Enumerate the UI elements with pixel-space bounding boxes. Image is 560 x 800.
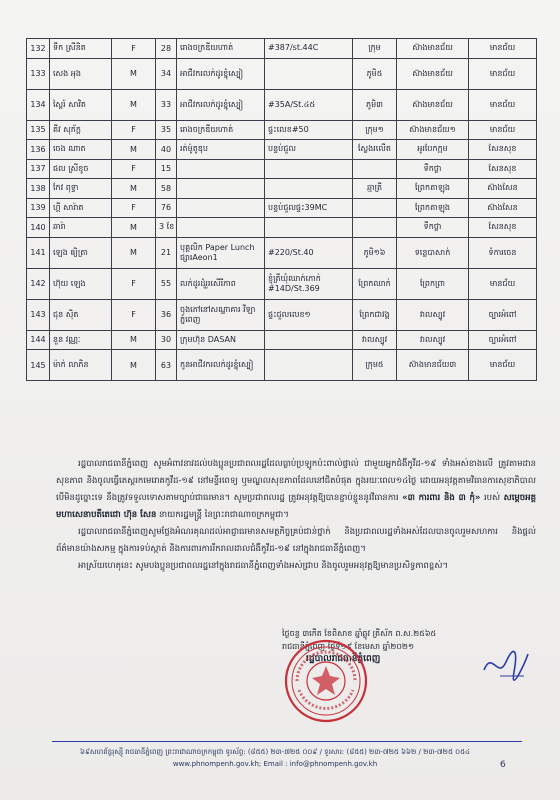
cell-occupation: កូនអាជីវករលក់ដូរខ្នុំស្បៀ	[177, 350, 265, 381]
cell-person-name: ស្ដៃរ៍ សាវិត	[50, 89, 112, 120]
table-row	[27, 218, 537, 238]
cell-commune: មានជ័យ	[469, 268, 537, 299]
cell-sex: F	[112, 39, 156, 59]
cell-commune: សែនសុខ	[469, 140, 537, 160]
cell-occupation	[177, 218, 265, 238]
cell-occupation: អាជីវករលក់ដូរខ្នុំស្បៀ	[177, 58, 265, 89]
cell-occupation	[177, 159, 265, 179]
cell-address: #220/St.40	[265, 237, 353, 268]
cell-group: ឆ្មាត្រី	[353, 179, 397, 199]
cell-occupation: បុគ្គលិក Paper Lunch ផ្សារAeon1	[177, 237, 265, 268]
cell-occupation: អាជីវករលក់ដូរខ្នុំស្បៀ	[177, 89, 265, 120]
cell-address	[265, 350, 353, 381]
cell-commune: មានជ័យ	[469, 39, 537, 59]
footer-contact: www.phnompenh.gov.kh; Email : info@phnompenh.gov.kh	[172, 760, 378, 768]
footer	[40, 746, 510, 770]
cell-occupation: លក់ដូរដុំរួរសើរីភាព	[177, 268, 265, 299]
cell-age: 15	[156, 159, 177, 179]
cell-age: 34	[156, 58, 177, 89]
cell-occupation	[177, 179, 265, 199]
cell-village: ព្រែកតាឡុង	[397, 179, 469, 199]
cell-address: បន្ទប់ជួលផ្ទះ39MC	[265, 198, 353, 218]
cell-sex: M	[112, 350, 156, 381]
cell-commune: ច្បារអំពៅ	[469, 330, 537, 350]
paragraph-1-text: រដ្ឋបាលរាជធានីភ្នំពេញ សូមអំពាវនាវដល់បងប្អូនប្រជាពលរដ្ឋដែលធ្លាប់ប្រឡូកប៉ះពាល់ផ្ទាល់ ជាមួយអ្នកជំងឺកូវីដ-១៩ ទាំងអស់ខាងលើ ត្រូវតាមដានសុខភាព និងចូលធ្វើតេស្ដរកមេរោគកូវីដ-១៩ នៅមន្ទីរពេទ្យ ឬមណ្ឌលសុខភាពដែលនៅជិតបំផុត ក្នុងរយៈពេល១៤ថ្ងៃ ដោយអនុវត្តតាមវិធានការសុខាភិបាល បើមិនដូច្នោះទេ នឹងត្រូវទទួលទោសតាមច្បាប់ជាធរមាន។ សូមប្រជាពលរដ្ឋ ត្រូវអនុវត្តឱ្យបានខ្ជាប់ខ្ជួននូវវិធានការ	[56, 459, 536, 503]
paragraph-1-end: នាយករដ្ឋមន្ត្រី នៃព្រះរាជាណាចក្រកម្ពុជា។	[159, 510, 289, 520]
cell-address: ផ្ទះលេខ#50	[265, 120, 353, 140]
cell-sex: F	[112, 159, 156, 179]
cell-row-number: 136	[27, 140, 50, 160]
paragraph-1-of: របស់	[483, 493, 501, 503]
cell-commune: មានជ័យ	[469, 89, 537, 120]
cell-sex: M	[112, 330, 156, 350]
cell-commune: សែនសុខ	[469, 159, 537, 179]
cell-commune: សែនសុខ	[469, 218, 537, 238]
cell-person-name: ឡេង ឲ្យិត្រា	[50, 237, 112, 268]
cell-village: វាលស្បូវ	[397, 299, 469, 330]
cell-occupation: រត់ម៉ូតូឌុប	[177, 140, 265, 160]
cell-age: 21	[156, 237, 177, 268]
cell-commune: ស៊ាងសែន	[469, 198, 537, 218]
cell-row-number: 132	[27, 39, 50, 59]
cell-address: #387/st.44C	[265, 39, 353, 59]
cell-sex: M	[112, 89, 156, 120]
cell-commune: ទំការចេន	[469, 237, 537, 268]
cell-group: ភូមិ១៦	[353, 237, 397, 268]
cell-person-name: ឆារ៉ា	[50, 218, 112, 238]
cell-address	[265, 58, 353, 89]
page-number: 6	[500, 760, 506, 770]
cell-row-number: 133	[27, 58, 50, 89]
cell-sex: M	[112, 179, 156, 199]
table-row	[27, 237, 537, 268]
cell-age: 55	[156, 268, 177, 299]
cell-row-number: 141	[27, 237, 50, 268]
cell-age: 36	[156, 299, 177, 330]
footer-rule	[52, 741, 522, 742]
cell-row-number: 134	[27, 89, 50, 120]
cell-address: ខ្ញុំត្រីឃុំឈាក់ភោក់ #14D/St.369	[265, 268, 353, 299]
cell-occupation: រោងចក្រឌីយហាត់	[177, 120, 265, 140]
cell-group	[353, 159, 397, 179]
paragraph-2: រដ្ឋបាលរាជធានីភ្នំពេញសូមថ្លែងអំណរគុណដល់អាជ្ញាធរមានសមត្ថកិច្ចគ្រប់ជាន់ថ្នាក់ និងប្រជាពលរដ្ឋទាំងអស់ដែលបានចូលរួមសហការ និងផ្ដល់ព័ត៌មានយ៉ាងសកម្ម ក្នុងការទប់ស្កាត់ និងការពារការរីករាលដាលជំងឺកូវីដ-១៩ នៅក្នុងរាជធានីភ្នំពេញ។	[56, 527, 536, 554]
cell-sex: F	[112, 120, 156, 140]
cell-commune: ស៊ាងសែន	[469, 179, 537, 199]
cell-person-name: ម៉ាក់ លាភិន	[50, 350, 112, 381]
cell-row-number: 138	[27, 179, 50, 199]
cell-address	[265, 218, 353, 238]
cell-age: 33	[156, 89, 177, 120]
cell-row-number: 144	[27, 330, 50, 350]
cell-village: ព្រែកតាឡុង	[397, 198, 469, 218]
cell-group: ភូមិ៣	[353, 89, 397, 120]
handwritten-signature-icon	[480, 640, 530, 690]
cell-group: ក្រុម៥	[353, 350, 397, 381]
cases-table-body	[27, 39, 537, 381]
cell-row-number: 142	[27, 268, 50, 299]
table-row	[27, 330, 537, 350]
cell-address: បន្ទប់ជួល	[265, 140, 353, 160]
cell-group	[353, 218, 397, 238]
cell-group: ព្រែកជាវង្គ	[353, 299, 397, 330]
cell-sex: M	[112, 237, 156, 268]
table-row	[27, 120, 537, 140]
table-row	[27, 39, 537, 59]
table-row	[27, 299, 537, 330]
cell-sex: F	[112, 299, 156, 330]
prime-minister-name: សម្ដេចអគ្គមហាសេនាបតីតេជោ ហ៊ុន សែន	[56, 493, 536, 520]
table-row	[27, 268, 537, 299]
cell-village: ទឹកថ្លា	[397, 218, 469, 238]
solar-date: រាជធានីភ្នំពេញ ថ្ងៃទី១៩ ខែមេសា ឆ្នាំ២០២១	[282, 642, 415, 651]
cell-sex: F	[112, 268, 156, 299]
cell-village: ទន្លេបាសាក់	[397, 237, 469, 268]
cell-age: 30	[156, 330, 177, 350]
table-row	[27, 179, 537, 199]
cell-age: 63	[156, 350, 177, 381]
table-row	[27, 58, 537, 89]
cell-sex: M	[112, 140, 156, 160]
cell-age: 58	[156, 179, 177, 199]
cell-person-name: នួន វណ្ណៈ	[50, 330, 112, 350]
cell-group: ភូមិ៥	[353, 58, 397, 89]
measures-bold: «៣ ការពារ និង ៣ កុំ»	[402, 493, 481, 503]
cell-sex: M	[112, 218, 156, 238]
cell-age: 28	[156, 39, 177, 59]
cases-table	[26, 38, 537, 381]
table-row	[27, 198, 537, 218]
cell-occupation: រោងចក្រឌីយហាត់	[177, 39, 265, 59]
cell-row-number: 137	[27, 159, 50, 179]
cell-person-name: ជុន ស៊ិត	[50, 299, 112, 330]
official-seal-icon	[283, 638, 369, 724]
cell-village: ស៊ាងមានជ័យ	[397, 58, 469, 89]
cell-occupation: ក្រុមហ៊ុន DASAN	[177, 330, 265, 350]
cell-village: ស៊ាងមានជ័យ១	[397, 120, 469, 140]
cell-person-name: ចេង ណាត	[50, 140, 112, 160]
cell-person-name: ផល ស្រីខូច	[50, 159, 112, 179]
announcement-body	[56, 456, 536, 575]
cell-address	[265, 330, 353, 350]
cell-row-number: 143	[27, 299, 50, 330]
cell-age: 40	[156, 140, 177, 160]
cell-group: ស្លែងរលើត	[353, 140, 397, 160]
cell-group	[353, 198, 397, 218]
cell-age: 35	[156, 120, 177, 140]
footer-address: ៦៩សហព័ន្ធរុស្ស៊ី រាជធានីភ្នំពេញ ព្រះរាជាណាចក្រកម្ពុជា ទូរស័ព្ទ: (៨៥៥) ២៣-៧២៥ ០០៩ / ទូរសារ: (៨៥៥) ២៣-៧២៥ ៦៦២ / ២៣-៧២៥ ០៥៤	[79, 748, 470, 756]
cell-commune: មានជ័យ	[469, 120, 537, 140]
cell-sex: F	[112, 198, 156, 218]
cell-village: ស៊ាងមានជ័យ៣	[397, 350, 469, 381]
cell-address	[265, 179, 353, 199]
cell-sex: M	[112, 58, 156, 89]
lunar-date: ថ្ងៃចន្ទ ៣កើត ខែពិសាខ ឆ្នាំឆ្លូវ ត្រីស័ក ព.ស.២៥៦៥	[282, 629, 437, 638]
cell-village: ស៊ាងមានជ័យ	[397, 89, 469, 120]
cell-address	[265, 159, 353, 179]
paragraph-1	[56, 456, 536, 524]
cell-person-name: ហ្គី សារ៉ាត	[50, 198, 112, 218]
cell-person-name: សេង អុង	[50, 58, 112, 89]
cell-row-number: 140	[27, 218, 50, 238]
cell-group: ក្រុម១	[353, 120, 397, 140]
table-row	[27, 89, 537, 120]
cell-row-number: 145	[27, 350, 50, 381]
cell-group: ព្រែកឈាក់	[353, 268, 397, 299]
cell-occupation: ចុងភៅនៅសណ្ឋាគារ វីឡាភ្នំពេញ	[177, 299, 265, 330]
cell-village: ទឹកថ្លា	[397, 159, 469, 179]
cell-group: ក្រុម	[353, 39, 397, 59]
cell-person-name: ទឹក ស្រីនិត	[50, 39, 112, 59]
cell-commune: មានជ័យ	[469, 58, 537, 89]
cell-address: #35A/St.៤៥	[265, 89, 353, 120]
cell-person-name: គីវ សុភ័ក្ត	[50, 120, 112, 140]
cell-village: ស៊ាងមានជ័យ	[397, 39, 469, 59]
cell-person-name: ហ៊ុយ ឡេង	[50, 268, 112, 299]
signatory-title: រដ្ឋបាលរាជធានីភ្នំពេញ	[306, 654, 381, 664]
cell-group: វាលស្បូវ	[353, 330, 397, 350]
cell-village: ព្រែកព្រា	[397, 268, 469, 299]
cell-commune: ច្បារអំពៅ	[469, 299, 537, 330]
table-row	[27, 159, 537, 179]
table-row	[27, 140, 537, 160]
cell-occupation	[177, 198, 265, 218]
cell-row-number: 139	[27, 198, 50, 218]
cell-person-name: កែវ ពុទ្ធា	[50, 179, 112, 199]
table-row	[27, 350, 537, 381]
cell-row-number: 135	[27, 120, 50, 140]
cell-age: 76	[156, 198, 177, 218]
cell-village: វាលស្បូវ	[397, 330, 469, 350]
paragraph-3: អាស្រ័យហេតុនេះ សូមបងប្អូនប្រជាពលរដ្ឋនៅក្នុងរាជធានីភ្នំពេញទាំងអស់ជ្រាប និងចូលរួមអនុវត្តឱ្យមានប្រសិទ្ធភាពខ្ពស់។	[78, 561, 449, 571]
cell-address: ផ្ទះជួលលេខ១	[265, 299, 353, 330]
cell-commune: មានជ័យ	[469, 350, 537, 381]
cell-village: អូរបែកក្អម	[397, 140, 469, 160]
cell-age: 3 ខែ	[156, 218, 177, 238]
